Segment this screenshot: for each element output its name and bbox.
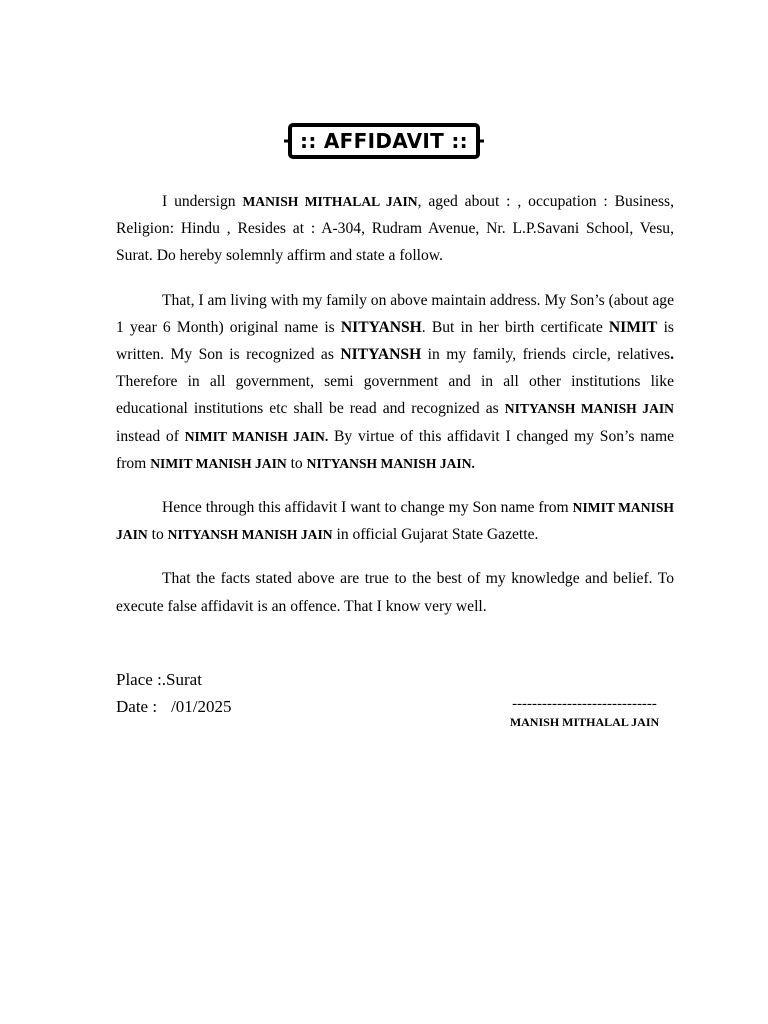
- paragraph-text: in my family, friends circle, relatives: [421, 346, 671, 364]
- paragraph-text: , aged about : , occupation : Business, Religion: Hindu , Resides at : A-304, Rudram Avenue, Nr. L.P.Savani School, Vesu, Surat. Do hereby solemnly affirm and state a follow.: [116, 193, 674, 265]
- paragraph-text: to: [286, 454, 307, 472]
- paragraph-text: instead of: [116, 427, 185, 445]
- paragraph-text: Therefore in all government, semi government and in all other institutions like educational institutions etc shall be read and recognized as: [116, 373, 674, 418]
- bold-name: NITYANSH: [340, 346, 422, 364]
- paragraph-text: I undersign: [162, 193, 243, 210]
- paragraph-text: . But in her birth certificate: [421, 318, 609, 336]
- document-title: :: AFFIDAVIT ::: [300, 128, 468, 153]
- place-label: Place :.Surat: [116, 670, 202, 689]
- paragraph-text: in official Gujarat State Gazette.: [332, 526, 539, 544]
- paragraph-declaration: [116, 565, 674, 619]
- bold-name: NIMIT: [608, 318, 658, 336]
- bold-name: NIMIT MANISH JAIN: [150, 455, 287, 471]
- title-box: [288, 123, 480, 159]
- deponent-name: MANISH MITHALAL JAIN: [242, 194, 418, 209]
- paragraph-text: That, I am living with my family on above maintain address. My Son’s (about age 1 year 6 Month) original name is: [116, 291, 674, 336]
- bold-name: NITYANSH: [340, 318, 422, 336]
- paragraph-text: to: [147, 526, 168, 544]
- date-label: Date :: [116, 697, 158, 716]
- bold-name: NITYANSH MANISH JAIN: [167, 527, 333, 543]
- paragraph-statement: [116, 287, 674, 477]
- paragraph-text: That the facts stated above are true to the best of my knowledge and belief. To execute false affidavit is an offence. That I know very well.: [116, 570, 674, 615]
- paragraph-text: is written. My Son is recognized as: [116, 318, 674, 364]
- document-body: [116, 188, 674, 620]
- signature-line: -----------------------------: [512, 696, 657, 712]
- title-container: [0, 123, 768, 159]
- signature-name: MANISH MITHALAL JAIN: [509, 715, 660, 729]
- paragraph-gazette: [116, 494, 674, 548]
- bold-name: NIMIT MANISH JAIN.: [184, 428, 329, 444]
- bold-period: .: [670, 346, 674, 364]
- bold-name: NIMIT MANISH JAIN: [116, 500, 674, 543]
- paragraph-text: Hence through this affidavit I want to change my Son name from: [162, 499, 573, 517]
- paragraph-introduction: [116, 188, 674, 270]
- paragraph-text: By virtue of this affidavit I changed my Son’s name from: [116, 427, 674, 472]
- bold-name: NITYANSH MANISH JAIN: [504, 401, 674, 417]
- date-value: /01/2025: [171, 697, 232, 716]
- bold-name: NITYANSH MANISH JAIN.: [306, 455, 475, 471]
- signature-block: [497, 694, 672, 730]
